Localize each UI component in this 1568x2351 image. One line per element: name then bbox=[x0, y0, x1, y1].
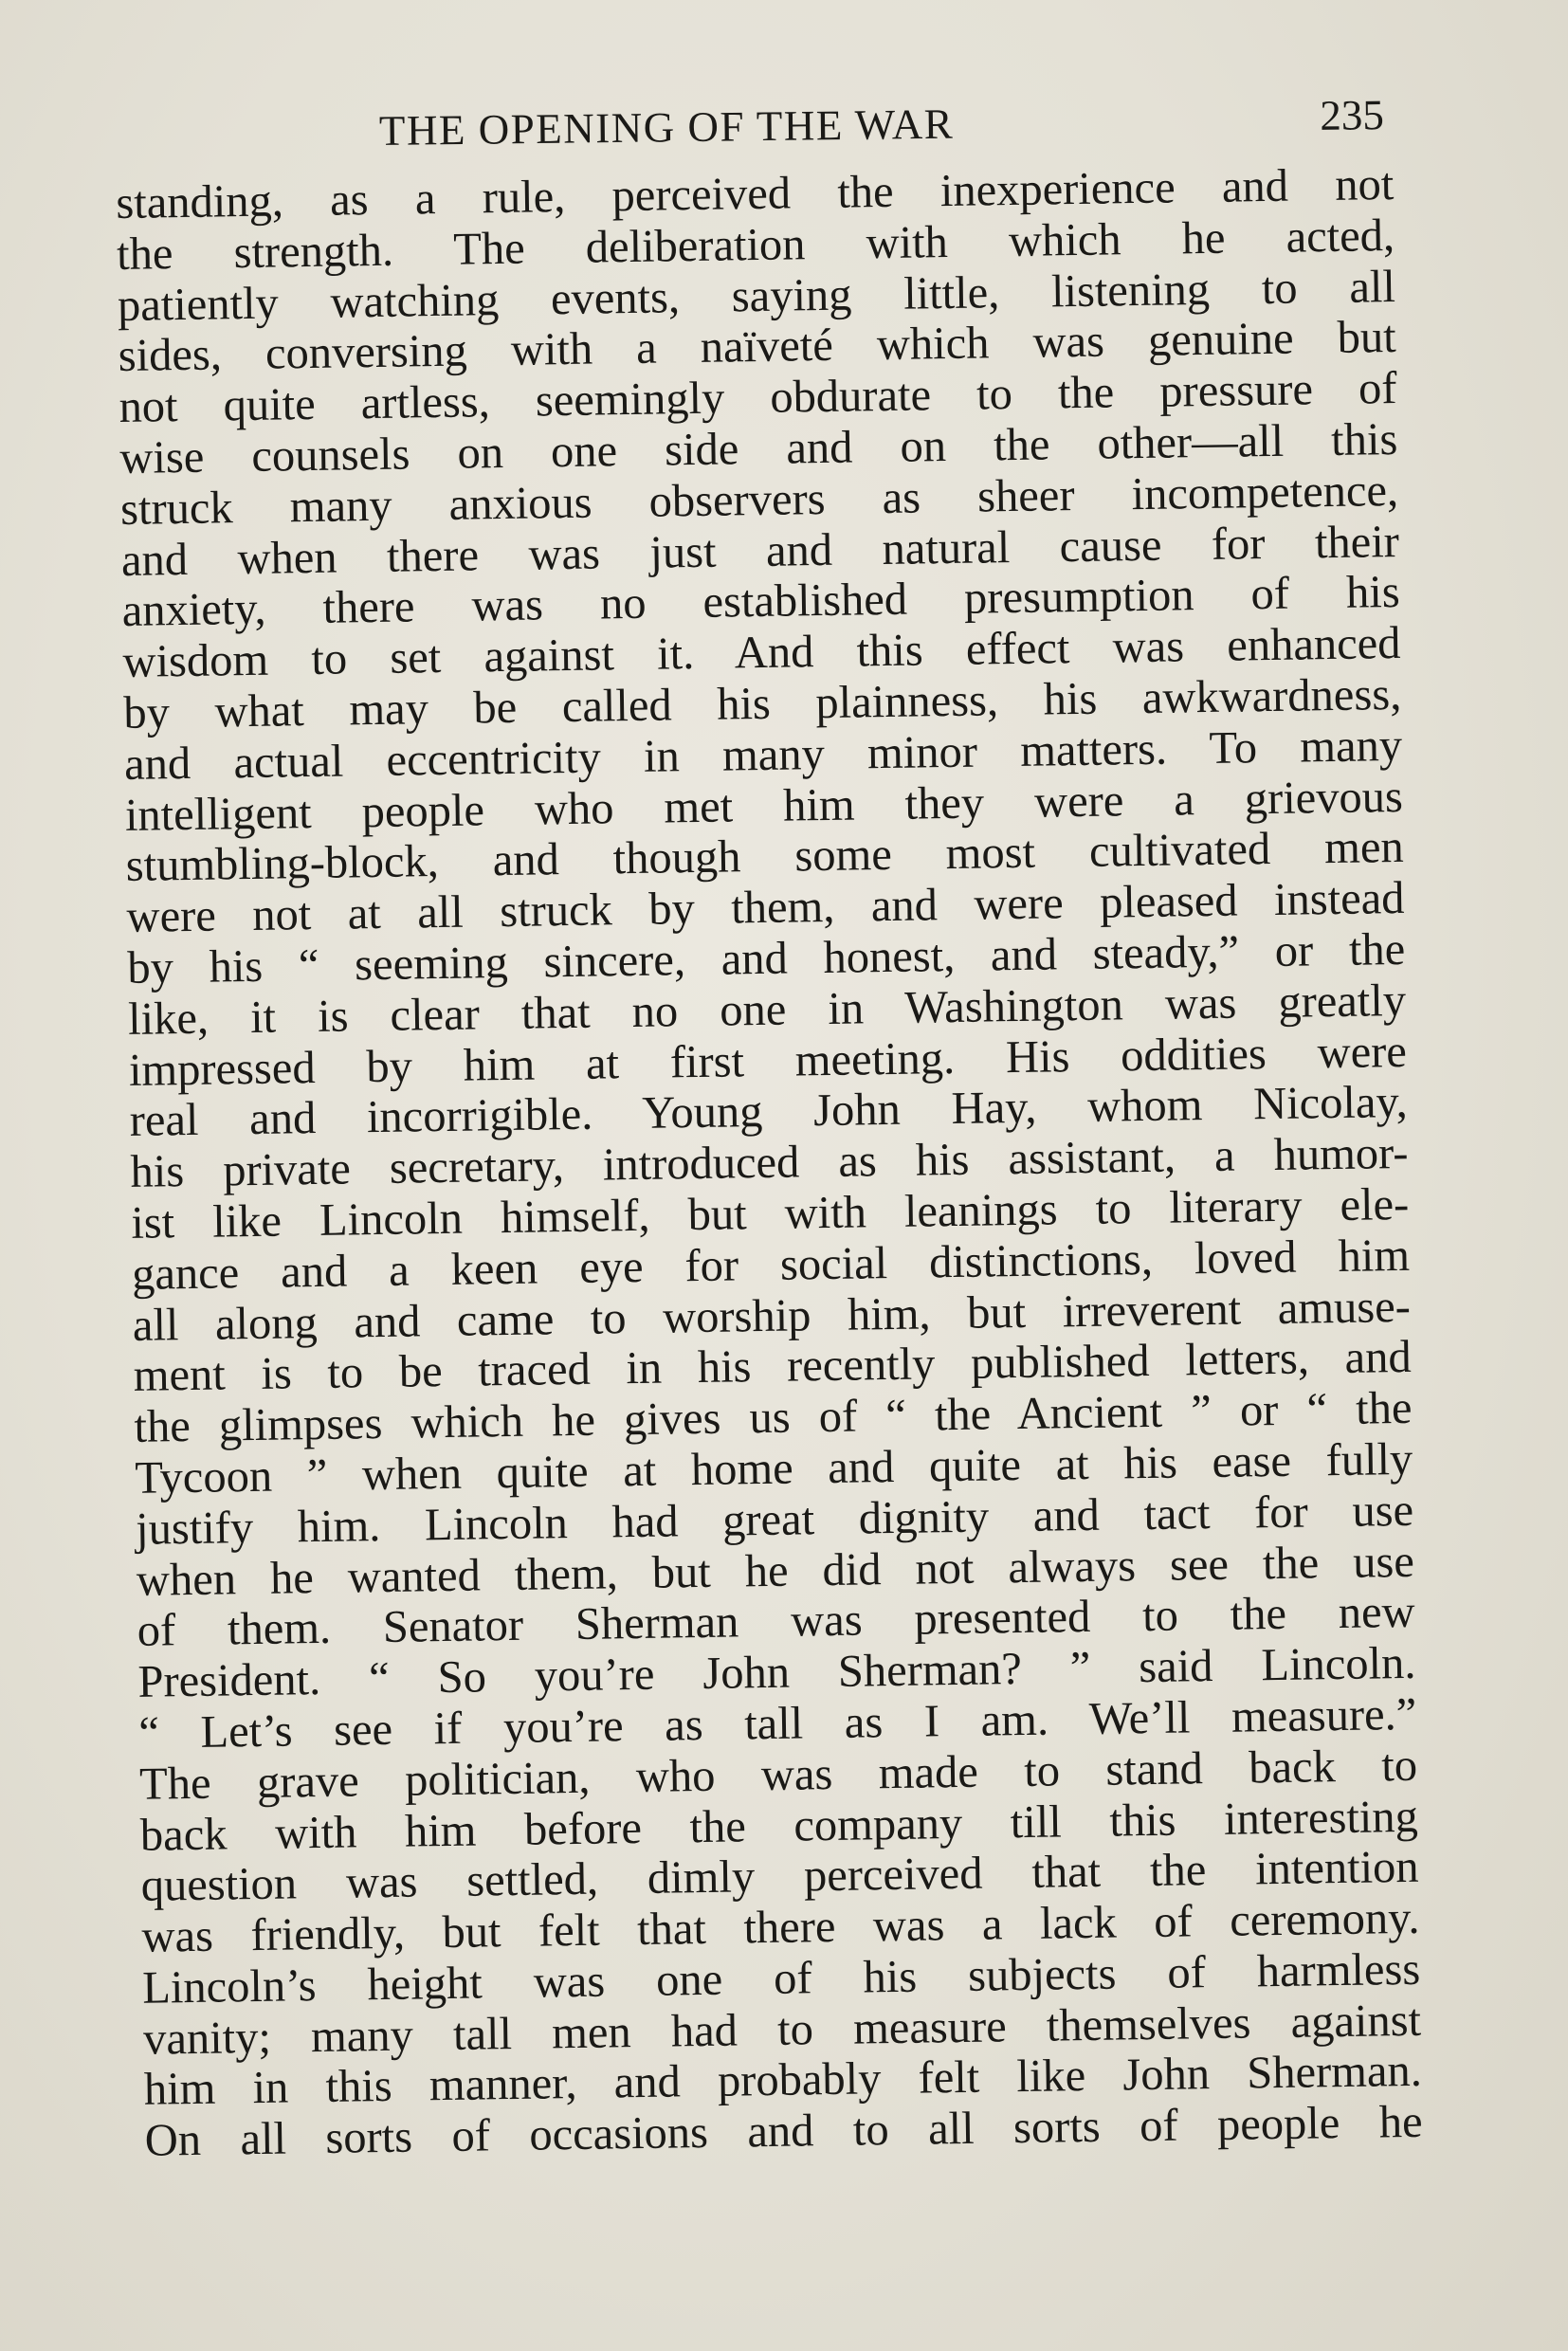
running-head bbox=[378, 91, 1385, 163]
text-line: The grave politician, who was made to stand back to bbox=[138, 1740, 1418, 1810]
text-line: and when there was just and natural cause for their bbox=[120, 516, 1400, 586]
text-line: “ Let’s see if you’re as tall as I am. We’ll measure.” bbox=[137, 1688, 1417, 1759]
text-line: like, it is clear that no one in Washington was greatly bbox=[127, 975, 1407, 1045]
text-line: patiently watching events, saying little, listening to all bbox=[117, 261, 1396, 331]
text-line: of them. Senator Sherman was presented to the new bbox=[137, 1587, 1415, 1657]
text-line: when he wanted them, but he did not always see the use bbox=[136, 1536, 1415, 1606]
text-line: ist like Lincoln himself, but with leanings to literary ele- bbox=[130, 1178, 1410, 1248]
text-line: question was settled, dimly perceived that the intention bbox=[140, 1842, 1419, 1912]
text-line: President. “ So you’re John Sherman? ” said Lincoln. bbox=[137, 1637, 1416, 1707]
text-line: the strength. The deliberation with which he acted, bbox=[116, 210, 1395, 280]
text-line: wisdom to set against it. And this effect was enhanced bbox=[122, 618, 1401, 688]
text-line: wise counsels on one side and on the other—all this bbox=[119, 413, 1398, 483]
text-line: real and incorrigible. Young John Hay, whom Nicolay, bbox=[129, 1077, 1409, 1147]
text-line: justify him. Lincoln had great dignity and tact for use bbox=[135, 1485, 1414, 1555]
text-line: Lincoln’s height was one of his subjects of harmless bbox=[141, 1943, 1421, 2014]
text-line: On all sorts of occasions and to all sorts of people he bbox=[144, 2097, 1423, 2167]
text-line: by his “ seeming sincere, and honest, and steady,” or the bbox=[126, 923, 1406, 993]
text-line: back with him before the company till this interesting bbox=[139, 1791, 1419, 1861]
text-line: him in this manner, and probably felt like John Sherman. bbox=[143, 2046, 1423, 2116]
text-line: were not at all struck by them, and were pleased instead bbox=[126, 873, 1405, 943]
text-line: intelligent people who met him they were a grievous bbox=[124, 771, 1404, 841]
text-line: was friendly, but felt that there was a lack of ceremony. bbox=[141, 1892, 1420, 1962]
chapter-title: THE OPENING OF THE WAR bbox=[378, 100, 955, 155]
text-line: by what may be called his plainness, his awkwardness, bbox=[122, 668, 1402, 738]
text-line: standing, as a rule, perceived the inexperience and not bbox=[116, 159, 1395, 228]
text-line: ment is to be traced in his recently published letters, and bbox=[133, 1332, 1412, 1402]
text-line: Tycoon ” when quite at home and quite at his ease fully bbox=[134, 1433, 1413, 1504]
text-line: gance and a keen eye for social distinctions, loved him bbox=[131, 1230, 1411, 1300]
text-line: stumbling-block, and though some most cultivated men bbox=[125, 822, 1405, 892]
text-line: vanity; many tall men had to measure themselves against bbox=[142, 1995, 1422, 2065]
text-line: and actual eccentricity in many minor matters. To many bbox=[123, 720, 1403, 790]
text-line: the glimpses which he gives us of “ the Ancient ” or “ the bbox=[134, 1382, 1413, 1452]
text-line: anxiety, there was no established presumption of his bbox=[121, 567, 1401, 637]
text-line: his private secretary, introduced as his assistant, a humor- bbox=[130, 1128, 1409, 1198]
text-line: all along and came to worship him, but irreverent amuse- bbox=[132, 1281, 1412, 1351]
text-line: struck many anxious observers as sheer incompetence, bbox=[119, 465, 1399, 535]
text-line: impressed by him at first meeting. His oddities were bbox=[128, 1026, 1408, 1096]
text-line: sides, conversing with a naïveté which was genuine but bbox=[118, 312, 1397, 382]
text-line: not quite artless, seemingly obdurate to the pressure of bbox=[119, 363, 1397, 433]
page-number: 235 bbox=[1320, 91, 1385, 139]
body-text bbox=[116, 159, 1423, 2167]
